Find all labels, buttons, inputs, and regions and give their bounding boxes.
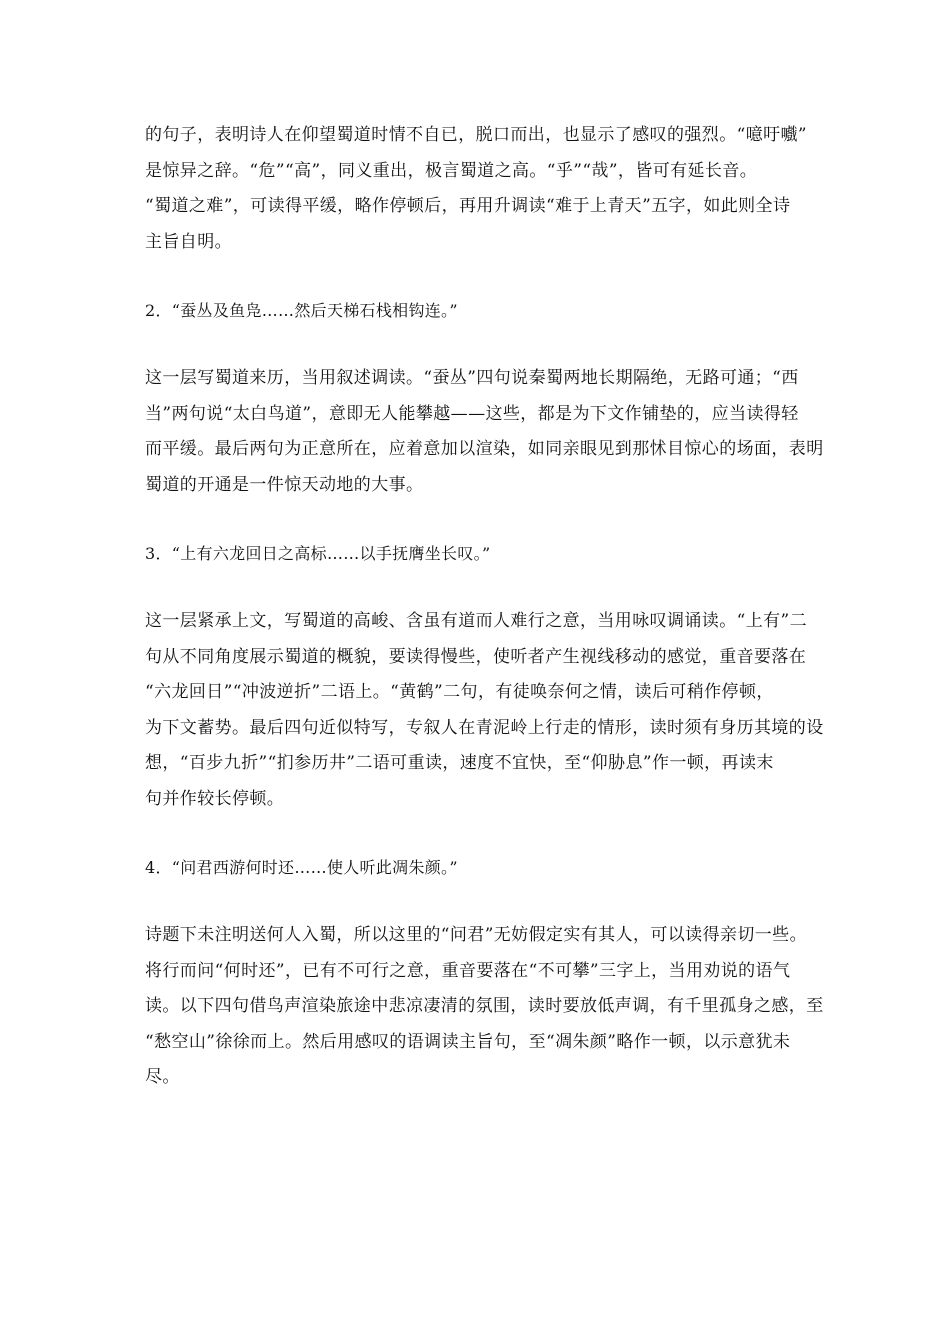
paragraph-section-3 [145, 604, 824, 817]
text-line: 为下文蓄势。最后四句近似特写，专叙人在青泥岭上行走的情形，读时须有身历其境的设 [145, 717, 824, 738]
text-line: 句并作较长停顿。 [145, 788, 285, 809]
paragraph-intro [145, 118, 810, 260]
text-line: 蜀道的开通是一件惊天动地的大事。 [145, 474, 424, 495]
text-line: “六龙回日”“冲波逆折”二语上。“黄鹤”二句，有徒唤奈何之情，读后可稍作停顿， [145, 682, 774, 702]
text-line: 当”两句说“太白鸟道”，意即无人能攀越——这些，都是为下文作铺垫的，应当读得轻 [145, 403, 799, 424]
text-line: 想，“百步九折”“扪参历井”二语可重读，速度不宜快，至“仰胁息”作一顿，再读末 [145, 753, 774, 773]
text-line: “蜀道之难”，可读得平缓，略作停顿后，再用升调读“难于上青天”五字，如此则全诗 [145, 196, 791, 216]
paragraph-section-4 [145, 918, 824, 1096]
text-line: 诗题下未注明送何人入蜀，所以这里的“问君”无妨假定实有其人，可以读得亲切一些。 [145, 925, 807, 945]
document-body [145, 118, 824, 1096]
text-line: 是惊异之辞。“危”“高”，同义重出，极言蜀道之高。“乎”“哉”，皆可有延长音。 [145, 160, 758, 181]
text-line: 而平缓。最后两句为正意所在，应着意加以渲染，如同亲眼见到那怵目惊心的场面，表明 [145, 439, 824, 459]
text-line: 这一层紧承上文，写蜀道的高峻、含虽有道而人难行之意，当用咏叹调诵读。“上有”二 [145, 611, 807, 631]
section-heading-3: 3．“上有六龙回日之高标……以手抚膺坐长叹。” [145, 544, 491, 563]
section-heading-2: 2．“蚕丛及鱼凫……然后天梯石栈相钩连。” [145, 301, 458, 320]
text-line: 读。以下四句借鸟声渲染旅途中悲凉凄清的氛围，读时要放低声调，有千里孤身之感，至 [145, 996, 824, 1016]
text-line: 句从不同角度展示蜀道的概貌，要读得慢些，使听者产生视线移动的感觉，重音要落在 [145, 646, 807, 667]
section-heading-4: 4．“问君西游何时还……使人听此凋朱颜。” [145, 858, 458, 877]
text-line: 这一层写蜀道来历，当用叙述调读。“蚕丛”四句说秦蜀两地长期隔绝，无路可通；“西 [145, 368, 799, 388]
text-line: 将行而问“何时还”，已有不可行之意，重音要落在“不可攀”三字上，当用劝说的语气 [145, 960, 791, 981]
text-line: 尽。 [145, 1067, 180, 1087]
text-line: 主旨自明。 [145, 231, 232, 252]
paragraph-section-2 [145, 361, 824, 503]
text-line: 的句子，表明诗人在仰望蜀道时情不自已，脱口而出，也显示了感叹的强烈。“噫吁嚱” [145, 125, 807, 145]
text-line: “愁空山”徐徐而上。然后用感叹的语调读主旨句，至“凋朱颜”略作一顿，以示意犹未 [145, 1031, 791, 1052]
